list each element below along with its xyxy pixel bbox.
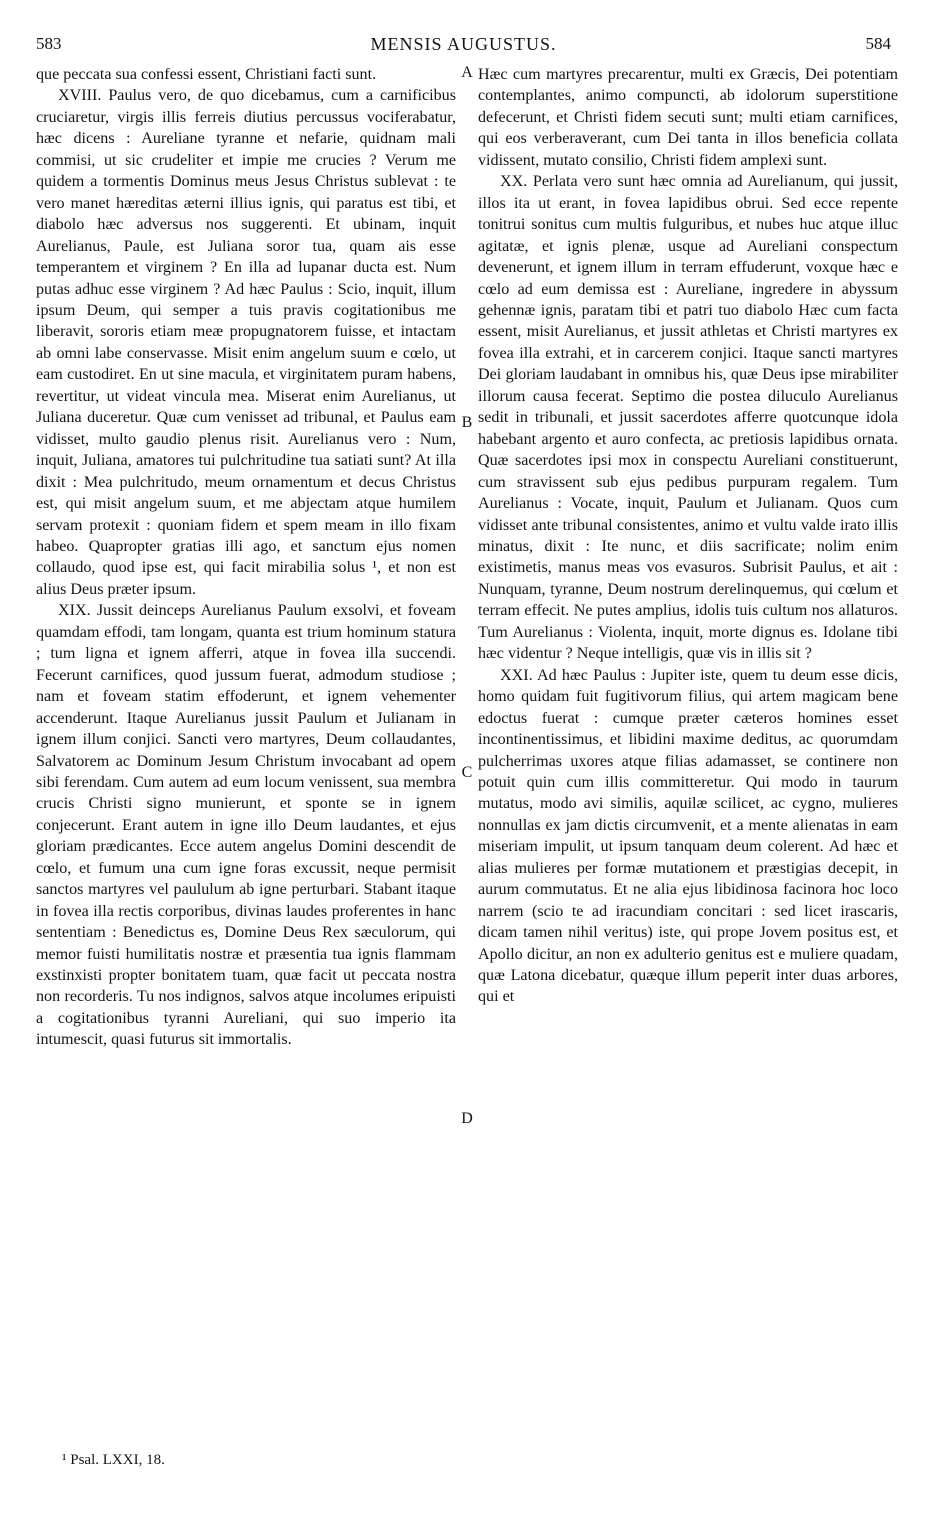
margin-marker-c: C [461,764,473,781]
page-number-left: 583 [36,34,62,53]
running-title: MENSIS AUGUSTUS. [370,34,557,54]
paragraph-continuation: Hæc cum martyres precarentur, multi ex Græcis, Dei potentiam contemplantes, animo compuncti, ab idolorum superstitione defecerunt, et Christi fidem secuti sunt; multi etiam carnifices, qui eos verberaverant, cum Dei tanta in illos beneficia collata vidissent, mutato consilio, Christi fidem amplexi sunt. [478,66,898,169]
paragraph-chapter-21: XXI. Ad hæc Paulus : Jupiter iste, quem tu deum esse dicis, homo quidam fuit fugitivorum filius, qui artem magicam bene edoctus fuerat : cumque præter cæteros homines esset incontinentissimus, et libidini maxime deditus, ac quorumdam pulcherrimas uxores atque filias adamasset, se continere non potuit quin cum illis committeretur. Qui modo in taurum mutatus, modo avi similis, aquilæ scilicet, ac cygno, mulieres nonnullas ex jam dictis circumvenit, et a mente alienatas in eam miseriam impulit, ut ipsum tanquam deum colerent. Ad hæc et alias mulieres per formæ mutationem et præstigias decepit, in aurum commutatus. Et ne alia ejus libidinosa facinora hoc loco narrem (scio te ad iracundiam concitari : sed licet irascaris, dicam tamen nihil veritus) iste, qui prope Jovem positus est, et Apollo dicitur, an non ex adulterio genitus est e muliere quadam, quæ Latona dicebatur, quæque illum peperit inter duas arbores, qui et [478,666,898,1006]
page-header [36,34,891,60]
page-number-right: 584 [865,34,891,53]
paragraph-chapter-18: XVIII. Paulus vero, de quo dicebamus, cum a carnificibus cruciaretur, virgis illis ferreis diutius percussus vociferabatur, hæc dicens : Aureliane tyranne et nefarie, quidnam mali commisi, ut sic crudeliter et impie me crucies ? Verum me quidem a tormentis Dominus meus Jesus Christus sublevat : te vero manet hæreditas æterni illius ignis, qui paratus est tibi, et diabolo hæc adversus nos suggerenti. Et ubinam, inquit Aurelianus, Paule, est Juliana soror tua, quam ais esse temperantem et virginem ? En illa ad lupanar ducta est. Num putas adhuc esse virginem ? Ad hæc Paulus : Scio, inquit, illum ipsum Deum, qui semper a tuis pravis cogitationibus me liberavit, sororis etiam meæ propugnatorem fuisse, et intactam ab omni labe conservasse. Misit enim angelum suum e cœlo, ut eam custodiret. En ut sine macula, et virginitatem puram habens, revertitur, ut videat vincula mea. Miserat enim Aurelianus, ut Juliana duceretur. Quæ cum venisset ad tribunal, et Paulus eam vidisset, multo gaudio plenus risit. Aurelianus vero : Num, inquit, Juliana, amatores tui pulchritudine tua satiati sunt? At illa dixit : Mea pulchritudo, meum ornamentum et decus Christus est, qui misit angelum suum, et me abjectam atque humilem servam protexit : quoniam fidem et spem meam in illo fixam habeo. Quapropter gratias illi ago, et sanctum ejus nomen collaudo, quod ipse est, qui facit mirabilia solus ¹, et non est alius Deus præter ipsum. [36,87,456,598]
left-column [36,64,456,1051]
paragraph-chapter-20: XX. Perlata vero sunt hæc omnia ad Aurelianum, qui jussit, illos ita ut erant, in fovea lapidibus obrui. Sed ecce repente tonitrui sonitus cum multis fulguribus, et nubes huc atque illuc agitatæ, et ignis plenæ, usque ad Aureliani conspectum devenerunt, et ignem illum in terram effuderunt, voxque hæc e cœlo ad eum demissa est : Aureliane, ingredere in abyssum gehennæ ignis, paratam tibi et patri tuo diabolo Hæc cum facta essent, misit Aurelianus, et jussit athletas et Christi martyres ex fovea illa extrahi, et in carcerem conjici. Itaque sancti martyres Dei gloriam laudabant in omnibus his, quæ Deus ipse mirabiliter illorum causa fecerat. Septimo die postea diluculo Aurelianus sedit in tribunali, et jussit sacerdotes afferre quotcunque idola habebant argento et auro confecta, ac pretiosis lapidibus ornata. Quæ sacerdotes ipsi mox in conspectu Aureliani constituerunt, cum stravissent sub ejus pedibus purpuram regalem. Tum Aurelianus : Vocate, inquit, Paulum et Julianam. Quos cum vidisset ante tribunal consistentes, animo et vultu valde irato illis minatus, dixit : Ite nunc, et diis sacrificate; nolim enim existimetis, manus meas vos evasuros. Subrisit Paulus, et ait : Nunquam, tyranne, Deum nostrum derelinquemus, qui cœlum et terram effecit. Ne putes amplius, idolis tuis cultum nos allaturos. Tum Aurelianus : Violenta, inquit, morte dignus es. Idolane tibi hæc videntur ? Neque intelligis, quæ vis in illis sit ? [478,173,898,663]
margin-marker-d: D [461,1110,473,1127]
margin-marker-a: A [461,64,473,81]
margin-marker-b: B [461,414,473,431]
paragraph-continuation: que peccata sua confessi essent, Christiani facti sunt. [36,66,377,83]
footnote: ¹ Psal. LXXI, 18. [62,1452,165,1468]
right-column [478,64,898,1008]
paragraph-chapter-19: XIX. Jussit deinceps Aurelianus Paulum exsolvi, et foveam quamdam effodi, tam longam, quanta est trium hominum statura ; tum ligna et ignem afferri, atque in fovea illa succendi. Fecerunt carnifices, quod jussum fuerat, admodum studiose ; nam et foveam statim effoderunt, et ignem vehementer accenderunt. Itaque Aurelianus jussit Paulum et Julianam in ignem illum conjici. Sancti vero martyres, Deum collaudantes, Salvatorem ac Dominum Jesum Christum invocabant ad opem sibi ferendam. Cum autem ad eum locum venissent, sua membra crucis Christi signo munierunt, et sponte se in ignem conjecerunt. Erant autem in igne illo Deum laudantes, et ejus gloriam prædicantes. Ecce autem angelus Domini descendit de cœlo, et fumum una cum igne foras excussit, neque permisit sanctos martyres vel paululum ab igne perturbari. Stabant itaque in fovea illa rectis corporibus, divinas laudes proferentes in hanc sententiam : Benedictus es, Domine Deus Rex sæculorum, qui memor fuisti humilitatis nostræ et præsentia tua ignis flammam exstinxisti propter bonitatem tuam, quæ facit ut peccata nostra non recorderis. Tu nos indignos, salvos atque incolumes eripuisti a cogitationibus tyranni Aureliani, qui suo imperio ita intumescit, quasi futurus sit immortalis. [36,602,456,1049]
